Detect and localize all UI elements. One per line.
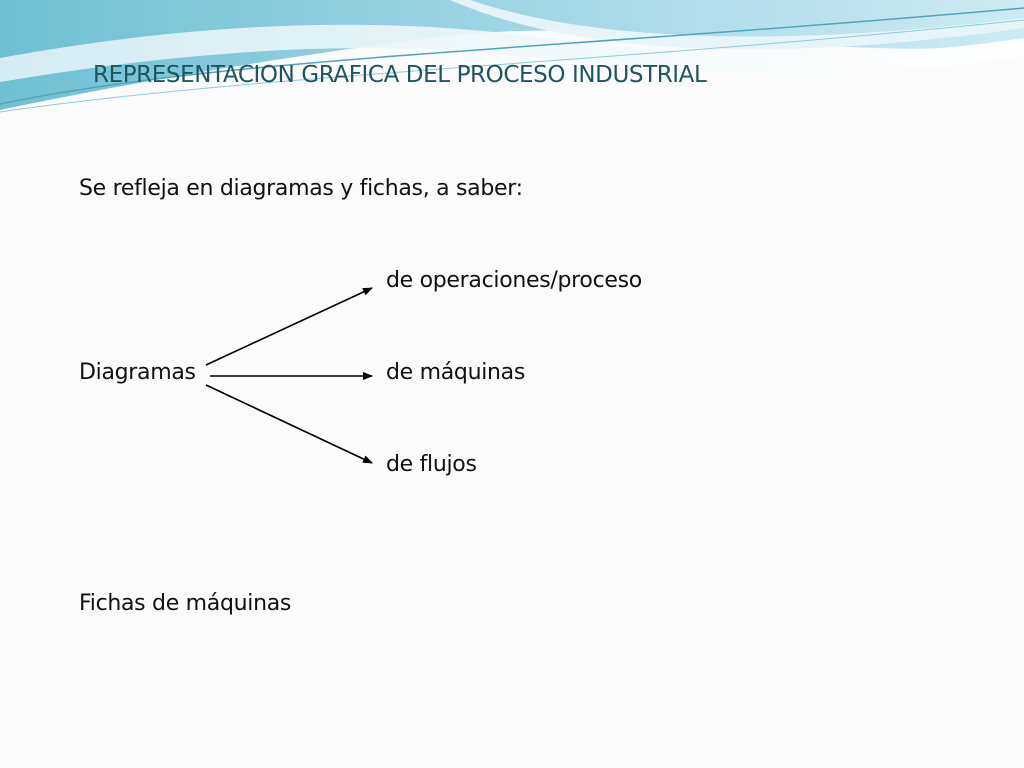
branch-label-operaciones: de operaciones/proceso bbox=[386, 268, 642, 293]
branch-label-maquinas: de máquinas bbox=[386, 360, 526, 385]
arrow-to-operaciones bbox=[206, 288, 372, 365]
header-wave-decoration bbox=[0, 0, 1024, 120]
diagram-root-label: Diagramas bbox=[79, 360, 196, 385]
arrow-to-flujos bbox=[206, 385, 372, 463]
intro-text: Se refleja en diagramas y fichas, a saber: bbox=[79, 176, 523, 201]
fichas-text: Fichas de máquinas bbox=[79, 591, 292, 616]
branch-label-flujos: de flujos bbox=[386, 452, 477, 477]
slide-title: REPRESENTACION GRAFICA DEL PROCESO INDUSTRIAL bbox=[93, 62, 707, 88]
